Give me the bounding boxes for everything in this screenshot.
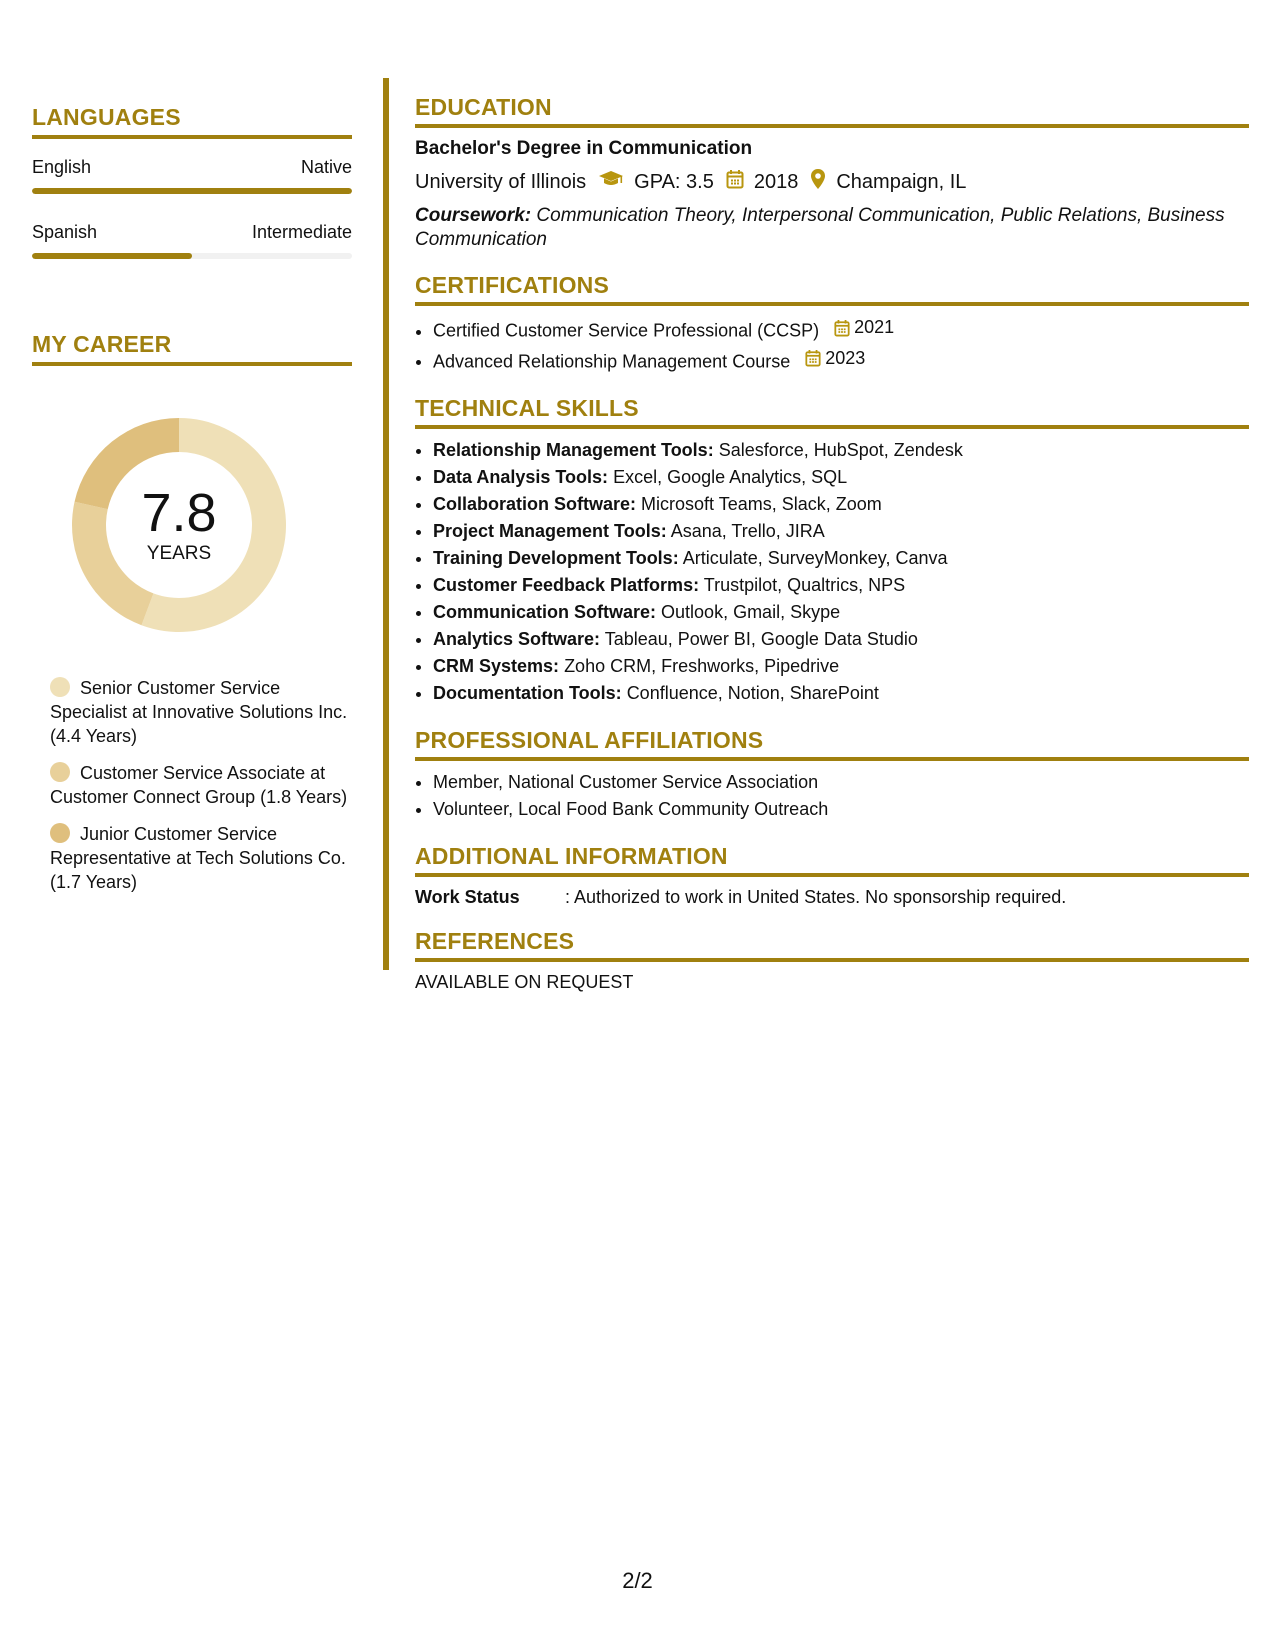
- skill-name: Communication Software:: [433, 602, 657, 622]
- certification-name: Certified Customer Service Professional (CCSP): [433, 320, 820, 341]
- certification-date: [805, 345, 865, 372]
- skill-value: Confluence, Notion, SharePoint: [626, 683, 879, 703]
- skill-item: [433, 572, 1249, 599]
- skill-name: CRM Systems:: [433, 656, 560, 676]
- education-title: EDUCATION: [415, 94, 1249, 128]
- career-legend-item: [50, 676, 350, 748]
- career-section: [32, 331, 352, 894]
- additional-info-section: [415, 843, 1249, 908]
- legend-dot-icon: [50, 823, 70, 843]
- skill-item: [433, 545, 1249, 572]
- language-item: [32, 222, 352, 259]
- skill-value: Outlook, Gmail, Skype: [661, 602, 841, 622]
- skill-value: Asana, Trello, JIRA: [670, 521, 825, 541]
- skill-name: Customer Feedback Platforms:: [433, 575, 700, 595]
- career-legend-item: [50, 761, 350, 809]
- work-status-row: [415, 887, 1249, 908]
- affiliations-title: PROFESSIONAL AFFILIATIONS: [415, 727, 1249, 761]
- certification-year: 2021: [854, 317, 895, 337]
- affiliations-section: [415, 727, 1249, 823]
- language-level: Native: [300, 157, 352, 177]
- certifications-title: CERTIFICATIONS: [415, 272, 1249, 306]
- map-pin-icon: [810, 168, 826, 196]
- education-meta: [415, 168, 1249, 196]
- references-section: [415, 928, 1249, 993]
- additional-info-title: ADDITIONAL INFORMATION: [415, 843, 1249, 877]
- skill-value: Zoho CRM, Freshworks, Pipedrive: [564, 656, 840, 676]
- affiliations-list: [415, 769, 1249, 823]
- donut-center: [64, 410, 294, 640]
- coursework-label: Coursework:: [415, 205, 532, 226]
- skill-name: Data Analysis Tools:: [433, 467, 609, 487]
- education-section: [415, 94, 1249, 252]
- language-bar-fill: [32, 188, 352, 194]
- left-column: [32, 104, 352, 907]
- work-status-label: Work Status: [415, 887, 520, 907]
- right-column: [415, 94, 1249, 993]
- education-degree: Bachelor's Degree in Communication: [415, 138, 753, 159]
- language-bar: [32, 253, 352, 259]
- education-gpa: GPA: 3.5: [634, 170, 714, 193]
- skill-item: [433, 437, 1249, 464]
- career-total-unit: YEARS: [146, 543, 212, 564]
- language-name: Spanish: [32, 222, 98, 242]
- certifications-list: [415, 314, 1249, 375]
- language-name: English: [32, 157, 92, 177]
- skill-value: Trustpilot, Qualtrics, NPS: [703, 575, 906, 595]
- skill-value: Salesforce, HubSpot, Zendesk: [718, 440, 963, 460]
- career-donut-chart: [64, 410, 294, 640]
- legend-dot-icon: [50, 677, 70, 697]
- languages-title: LANGUAGES: [32, 104, 352, 139]
- skill-item: [433, 518, 1249, 545]
- language-row: [32, 157, 352, 178]
- legend-dot-icon: [50, 762, 70, 782]
- career-legend-label: Senior Customer Service Specialist at Innovative Solutions Inc. (4.4 Years): [50, 678, 348, 746]
- certifications-section: [415, 272, 1249, 375]
- skill-item: [433, 680, 1249, 707]
- calendar-icon: [834, 319, 850, 337]
- career-legend-item: [50, 822, 350, 894]
- certification-year: 2023: [825, 347, 866, 368]
- graduation-cap-icon: [598, 169, 624, 195]
- certification-date: [834, 314, 894, 341]
- career-legend-label: Customer Service Associate at Customer Connect Group (1.8 Years): [50, 763, 348, 807]
- skill-item: [433, 464, 1249, 491]
- languages-section: [32, 104, 352, 259]
- education-coursework: [415, 204, 1249, 252]
- skill-name: Documentation Tools:: [433, 683, 622, 703]
- skill-item: [433, 653, 1249, 680]
- page-number: 2/2: [622, 1568, 653, 1593]
- language-bar-fill: [32, 253, 192, 259]
- career-legend: [50, 676, 350, 894]
- references-text: AVAILABLE ON REQUEST: [415, 972, 634, 992]
- affiliation-item: • Member, National Customer Service Association: [433, 769, 1249, 796]
- technical-skills-list: [415, 437, 1249, 707]
- skill-name: Project Management Tools:: [433, 521, 667, 541]
- coursework-text: Communication Theory, Interpersonal Communication, Public Relations, Business Communication: [415, 205, 1225, 250]
- career-legend-label: Junior Customer Service Representative at Tech Solutions Co. (1.7 Years): [50, 824, 346, 892]
- skill-value: Tableau, Power BI, Google Data Studio: [604, 629, 918, 649]
- skill-item: [433, 491, 1249, 518]
- references-title: REFERENCES: [415, 928, 1249, 962]
- career-total-value: 7.8: [141, 483, 217, 543]
- skill-name: Training Development Tools:: [433, 548, 679, 568]
- calendar-icon: [805, 349, 821, 367]
- education-school: University of Illinois: [415, 170, 587, 193]
- affiliation-item: • Volunteer, Local Food Bank Community Outreach: [433, 796, 1249, 823]
- career-title: MY CAREER: [32, 331, 352, 366]
- skill-name: Relationship Management Tools:: [433, 440, 714, 460]
- certification-item: [433, 314, 1249, 345]
- skill-value: Microsoft Teams, Slack, Zoom: [641, 494, 882, 514]
- language-row: [32, 222, 352, 243]
- certification-item: [433, 345, 1249, 376]
- technical-skills-title: TECHNICAL SKILLS: [415, 395, 1249, 429]
- calendar-icon: [726, 169, 744, 195]
- skill-name: Collaboration Software:: [433, 494, 637, 514]
- education-location: Champaign, IL: [836, 170, 967, 193]
- education-year: 2018: [753, 170, 799, 193]
- skill-value: Articulate, SurveyMonkey, Canva: [682, 548, 948, 568]
- language-level: Intermediate: [251, 222, 352, 242]
- column-divider: [383, 78, 389, 970]
- skill-item: [433, 626, 1249, 653]
- skill-item: [433, 599, 1249, 626]
- language-bar: [32, 188, 352, 194]
- certification-name: Advanced Relationship Management Course: [433, 351, 791, 371]
- skill-name: Analytics Software:: [433, 629, 601, 649]
- technical-skills-section: [415, 395, 1249, 707]
- language-item: [32, 157, 352, 194]
- work-status-value: : Authorized to work in United States. No sponsorship required.: [565, 887, 1067, 907]
- skill-value: Excel, Google Analytics, SQL: [613, 467, 848, 487]
